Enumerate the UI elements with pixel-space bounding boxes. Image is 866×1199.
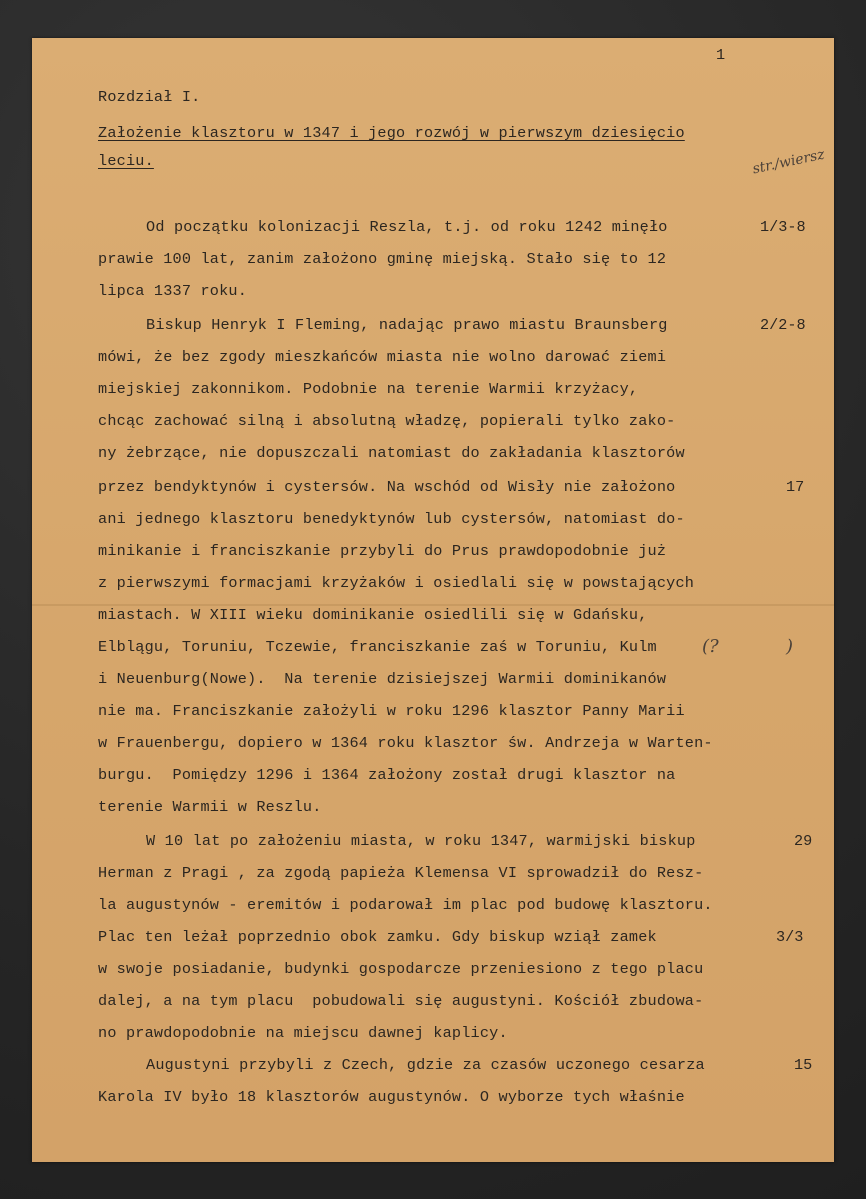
chapter-heading: Rozdział I.	[98, 88, 201, 106]
margin-ref: 29	[794, 832, 813, 850]
text-line: ani jednego klasztoru benedyktynów lub cystersów, natomiast do-	[98, 510, 685, 528]
text-line: Od początku kolonizacji Reszla, t.j. od roku 1242 minęło	[146, 218, 668, 236]
text-line: burgu. Pomiędzy 1296 i 1364 założony został drugi klasztor na	[98, 766, 676, 784]
margin-ref: 1/3-8	[760, 218, 806, 236]
document-page	[32, 38, 834, 1162]
text-line: miejskiej zakonnikom. Podobnie na terenie Warmii krzyżacy,	[98, 380, 639, 398]
margin-ref: 15	[794, 1056, 813, 1074]
margin-ref: 3/3	[776, 928, 804, 946]
text-line: la augustynów - eremitów i podarował im plac pod budowę klasztoru.	[98, 896, 713, 914]
text-line: terenie Warmii w Reszlu.	[98, 798, 322, 816]
text-line: i Neuenburg(Nowe). Na terenie dzisiejszej Warmii dominikanów	[98, 670, 667, 688]
text-line: chcąc zachować silną i absolutną władzę, popierali tylko zako-	[98, 412, 676, 430]
text-line: Herman z Pragi , za zgodą papieża Klemensa VI sprowadził do Resz-	[98, 864, 704, 882]
page-number: 1	[716, 46, 726, 64]
text-line: w swoje posiadanie, budynki gospodarcze przeniesiono z tego placu	[98, 960, 704, 978]
text-line: mówi, że bez zgody mieszkańców miasta nie wolno darować ziemi	[98, 348, 667, 366]
text-line: no prawdopodobnie na miejscu dawnej kaplicy.	[98, 1024, 508, 1042]
handwritten-note: str./wiersz	[751, 146, 827, 178]
text-line: przez bendyktynów i cystersów. Na wschód od Wisły nie założono	[98, 478, 676, 496]
text-line: W 10 lat po założeniu miasta, w roku 1347, warmijski biskup	[146, 832, 696, 850]
text-line: Biskup Henryk I Fleming, nadając prawo miastu Braunsberg	[146, 316, 668, 334]
handwritten-question: (?	[702, 636, 719, 657]
text-line: minikanie i franciszkanie przybyli do Prus prawdopodobnie już	[98, 542, 667, 560]
text-line: Karola IV było 18 klasztorów augustynów. O wyborze tych właśnie	[98, 1088, 685, 1106]
text-line: prawie 100 lat, zanim założono gminę miejską. Stało się to 12	[98, 250, 667, 268]
text-line: nie ma. Franciszkanie założyli w roku 1296 klasztor Panny Marii	[98, 702, 685, 720]
text-line: w Frauenbergu, dopiero w 1364 roku klasztor św. Andrzeja w Warten-	[98, 734, 713, 752]
text-line: Elblągu, Toruniu, Tczewie, franciszkanie zaś w Toruniu, Kulm	[98, 638, 657, 656]
text-line: Augustyni przybyli z Czech, gdzie za czasów uczonego cesarza	[146, 1056, 705, 1074]
margin-ref: 17	[786, 478, 805, 496]
chapter-title-line-1: Założenie klasztoru w 1347 i jego rozwój w pierwszym dziesięcio	[98, 124, 685, 142]
text-line: lipca 1337 roku.	[98, 282, 248, 300]
margin-ref: 2/2-8	[760, 316, 806, 334]
text-line: dalej, a na tym placu pobudowali się augustyni. Kościół zbudowa-	[98, 992, 704, 1010]
handwritten-paren: )	[786, 636, 794, 657]
chapter-title-line-2: leciu.	[98, 152, 154, 170]
text-line: miastach. W XIII wieku dominikanie osiedlili się w Gdańsku,	[98, 606, 648, 624]
text-line: ny żebrzące, nie dopuszczali natomiast do zakładania klasztorów	[98, 444, 685, 462]
text-line: Plac ten leżał poprzednio obok zamku. Gdy biskup wziął zamek	[98, 928, 657, 946]
text-line: z pierwszymi formacjami krzyżaków i osiedlali się w powstających	[98, 574, 695, 592]
